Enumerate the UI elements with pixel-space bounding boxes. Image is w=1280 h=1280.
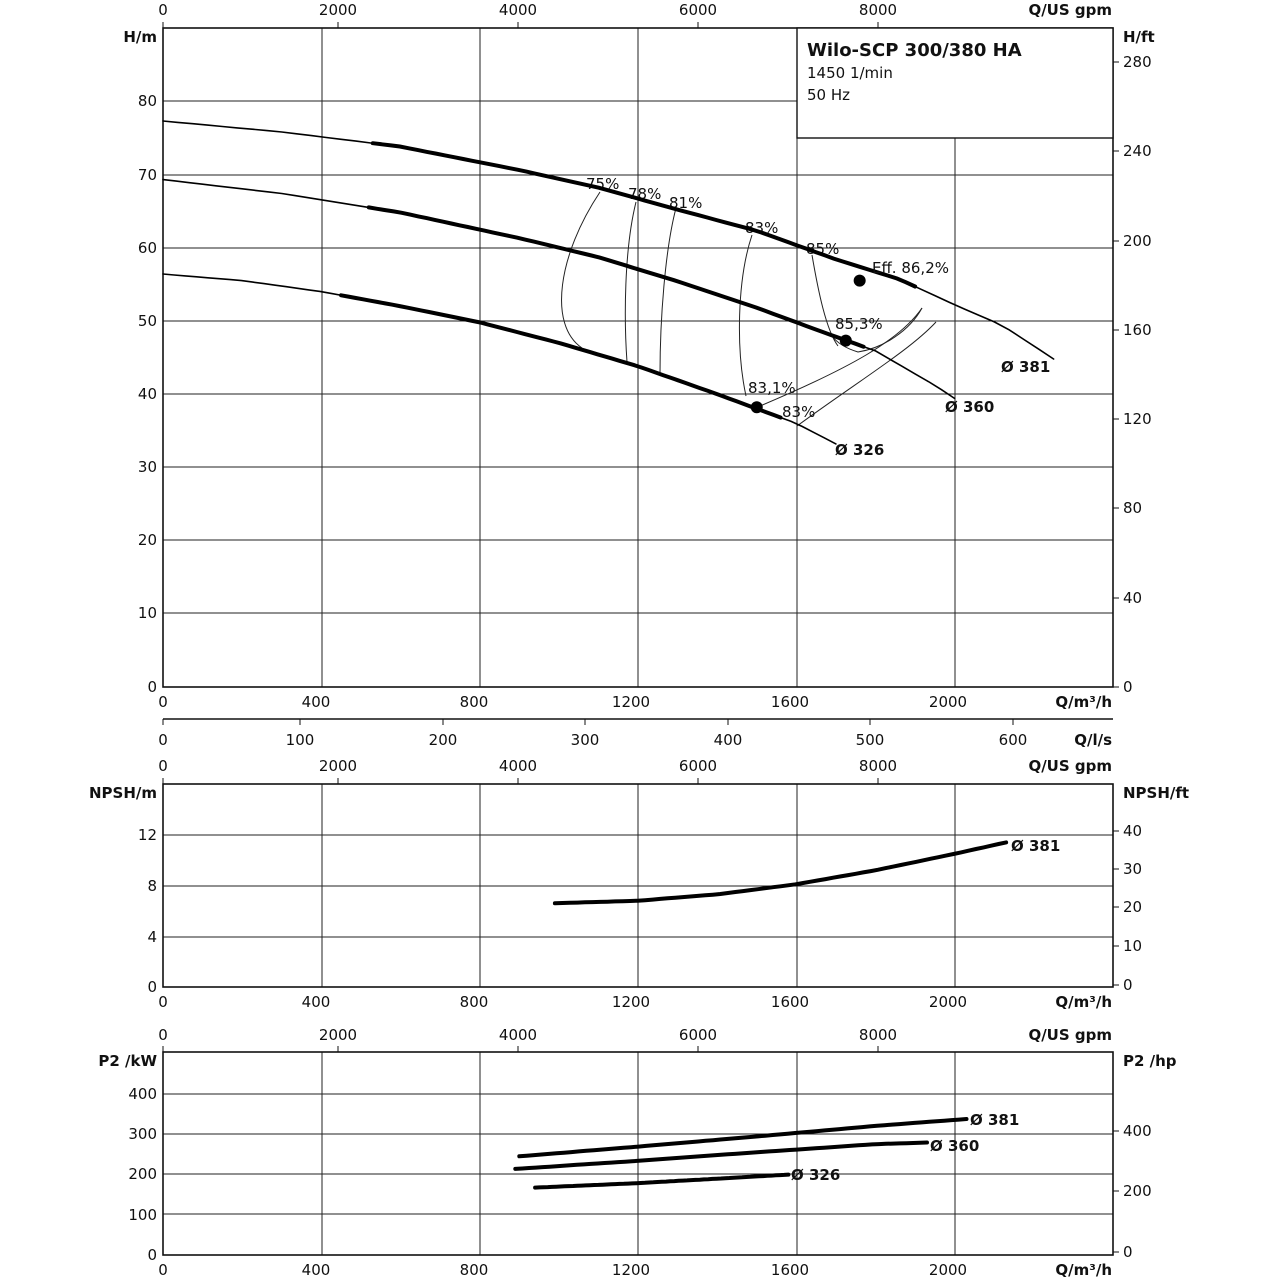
ls-axis-ticks xyxy=(163,719,1013,725)
power-tick: 100 xyxy=(128,1206,157,1224)
x-tick: 1200 xyxy=(611,993,651,1011)
x-tick: 1600 xyxy=(770,1261,810,1279)
gpm-axis-label: Q/US gpm xyxy=(1028,1,1112,19)
bep-point-1 xyxy=(840,335,852,347)
npsh-y2-tick: 40 xyxy=(1123,822,1143,840)
gpm-tick: 0 xyxy=(158,1026,168,1044)
y-tick: 10 xyxy=(137,604,157,622)
x-tick: 1600 xyxy=(770,993,810,1011)
npsh-grid xyxy=(163,784,1113,987)
x-tick: 2000 xyxy=(928,993,968,1011)
gpm-axis-label: Q/US gpm xyxy=(1028,1026,1112,1044)
x-tick: 800 xyxy=(459,1261,489,1279)
power-y2-tick: 400 xyxy=(1123,1122,1152,1140)
power-y2-tick: 0 xyxy=(1123,1243,1133,1261)
npsh-tick: 12 xyxy=(137,826,157,844)
x-tick: 0 xyxy=(158,993,168,1011)
npsh-y2-tick: 30 xyxy=(1123,860,1143,878)
power-series-label-381: Ø 381 xyxy=(970,1111,1020,1129)
x-tick: 2000 xyxy=(928,1261,968,1279)
power-series-label-360: Ø 360 xyxy=(930,1137,980,1155)
eff-label: 85% xyxy=(806,240,840,258)
eff-line-83-left xyxy=(739,235,752,396)
x-tick: 0 xyxy=(158,1261,168,1279)
x-axis-label: Q/m³/h xyxy=(1055,993,1112,1011)
ls-axis-label: Q/l/s xyxy=(1074,731,1112,749)
bep-point-0 xyxy=(854,275,866,287)
y2-tick: 120 xyxy=(1123,410,1152,428)
y2-tick: 280 xyxy=(1123,53,1152,71)
series-label-326: Ø 326 xyxy=(835,441,885,459)
ls-tick: 0 xyxy=(158,731,168,749)
power-tick: 0 xyxy=(147,1246,157,1264)
y2-tick: 200 xyxy=(1123,232,1152,250)
eff-label: 78% xyxy=(628,185,662,203)
y-tick: 0 xyxy=(147,678,157,696)
power-y2-tick: 200 xyxy=(1123,1182,1152,1200)
x-tick: 1200 xyxy=(611,1261,651,1279)
npsh-curve-381 xyxy=(555,842,1006,903)
series-label-360: Ø 360 xyxy=(945,398,995,416)
y2-tick: 40 xyxy=(1123,589,1143,607)
gpm-tick: 4000 xyxy=(498,1,538,19)
x-tick: 400 xyxy=(301,1261,331,1279)
ls-tick: 400 xyxy=(713,731,743,749)
eff-label: 83,1% xyxy=(748,379,796,397)
bep-point-2 xyxy=(751,401,763,413)
head-curve-381 xyxy=(163,121,1054,359)
eff-line-81 xyxy=(660,208,676,374)
x-tick: 0 xyxy=(158,693,168,711)
eff-label: 83% xyxy=(745,219,779,237)
head-curve-bold-326 xyxy=(341,295,780,417)
y2-ticks xyxy=(1113,62,1119,687)
power-y2-axis-label: P2 /hp xyxy=(1123,1052,1177,1070)
y2-axis-label: H/ft xyxy=(1123,28,1155,46)
eff-label: 85,3% xyxy=(835,315,883,333)
y2-tick: 160 xyxy=(1123,321,1152,339)
gpm-tick: 6000 xyxy=(678,1026,718,1044)
x-axis-label: Q/m³/h xyxy=(1055,1261,1112,1279)
gpm-tick: 0 xyxy=(158,757,168,775)
npsh-tick: 4 xyxy=(147,928,157,946)
gpm-tick: 6000 xyxy=(678,757,718,775)
gpm-tick: 2000 xyxy=(318,1026,358,1044)
power-y2-ticks xyxy=(1113,1131,1119,1252)
head-curve-bold-360 xyxy=(369,207,864,346)
y2-tick: 80 xyxy=(1123,499,1143,517)
gpm-tick: 8000 xyxy=(858,1,898,19)
gpm-tick: 8000 xyxy=(858,1026,898,1044)
ls-tick: 200 xyxy=(428,731,458,749)
power-panel xyxy=(98,1026,1176,1279)
head-curve-360 xyxy=(163,180,955,399)
bep-label: Eff. 86,2% xyxy=(872,259,949,277)
power-curve-381 xyxy=(519,1119,966,1156)
npsh-curves xyxy=(555,842,1006,903)
x-tick: 400 xyxy=(301,693,331,711)
eff-line-78 xyxy=(625,202,636,362)
npsh-tick: 0 xyxy=(147,978,157,996)
eff-label: 83% xyxy=(782,403,816,421)
npsh-panel xyxy=(89,757,1189,1011)
y-tick: 50 xyxy=(137,312,157,330)
x-tick: 400 xyxy=(301,993,331,1011)
npsh-y2-tick: 10 xyxy=(1123,937,1143,955)
x-tick: 1600 xyxy=(770,693,810,711)
ls-tick: 600 xyxy=(998,731,1028,749)
speed-label: 1450 1/min xyxy=(807,64,893,82)
frequency-label: 50 Hz xyxy=(807,86,851,104)
gpm-tick: 2000 xyxy=(318,1,358,19)
chart-title: Wilo-SCP 300/380 HA xyxy=(807,40,1022,61)
npsh-axis-label: NPSH/m xyxy=(88,784,157,802)
y-tick: 60 xyxy=(137,239,157,257)
y2-tick: 0 xyxy=(1123,678,1133,696)
gpm-tick: 6000 xyxy=(678,1,718,19)
gpm-tick: 0 xyxy=(158,1,168,19)
power-gpm-ticks xyxy=(163,1046,878,1052)
npsh-y2-tick: 20 xyxy=(1123,898,1143,916)
ls-tick: 300 xyxy=(570,731,600,749)
y-axis-label: H/m xyxy=(123,28,157,46)
eff-label: 75% xyxy=(586,175,620,193)
head-curves xyxy=(163,121,1054,444)
gpm-tick: 2000 xyxy=(318,757,358,775)
eff-label: 81% xyxy=(669,194,703,212)
npsh-y2-ticks xyxy=(1113,831,1119,985)
head-gpm-axis xyxy=(163,22,878,28)
y-tick: 30 xyxy=(137,458,157,476)
power-axis-label: P2 /kW xyxy=(98,1052,157,1070)
gpm-tick: 8000 xyxy=(858,757,898,775)
power-series-label-326: Ø 326 xyxy=(791,1166,841,1184)
power-tick: 200 xyxy=(128,1165,157,1183)
power-curve-326 xyxy=(535,1175,788,1188)
x-tick: 2000 xyxy=(928,693,968,711)
npsh-y2-axis-label: NPSH/ft xyxy=(1123,784,1190,802)
x-axis-label: Q/m³/h xyxy=(1055,693,1112,711)
gpm-tick: 4000 xyxy=(498,757,538,775)
npsh-y2-tick: 0 xyxy=(1123,976,1133,994)
power-curves xyxy=(515,1119,966,1188)
y-tick: 20 xyxy=(137,531,157,549)
ls-tick: 100 xyxy=(285,731,315,749)
head-curve-bold-381 xyxy=(373,143,915,286)
head-panel xyxy=(123,1,1154,749)
x-tick: 1200 xyxy=(611,693,651,711)
y-tick: 80 xyxy=(137,92,157,110)
npsh-tick: 8 xyxy=(147,877,157,895)
power-curve-360 xyxy=(515,1143,927,1169)
npsh-gpm-ticks xyxy=(163,778,878,784)
y-tick: 40 xyxy=(137,385,157,403)
x-tick: 800 xyxy=(459,993,489,1011)
series-label-381: Ø 381 xyxy=(1001,358,1051,376)
ls-tick: 500 xyxy=(855,731,885,749)
power-tick: 400 xyxy=(128,1085,157,1103)
power-tick: 300 xyxy=(128,1125,157,1143)
y-tick: 70 xyxy=(137,166,157,184)
gpm-tick: 4000 xyxy=(498,1026,538,1044)
npsh-series-label-381: Ø 381 xyxy=(1011,837,1061,855)
y2-tick: 240 xyxy=(1123,142,1152,160)
gpm-axis-label: Q/US gpm xyxy=(1028,757,1112,775)
x-tick: 800 xyxy=(459,693,489,711)
eff-line-75 xyxy=(562,192,600,348)
